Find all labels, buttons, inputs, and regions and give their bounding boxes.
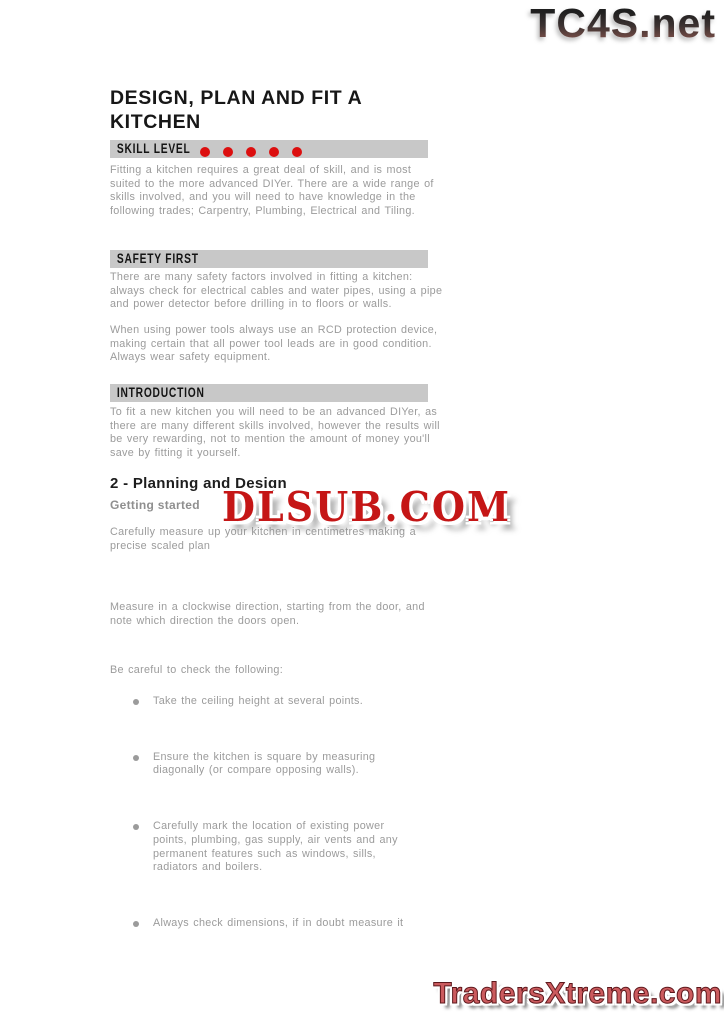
introduction-header-bar — [110, 384, 428, 402]
skill-dot-icon — [269, 147, 279, 157]
safety-first-paragraph-2: When using power tools always use an RCD protection device, making certain that all power tool leads are in good condition. Always wear safety equipment. — [110, 324, 438, 364]
checklist-item: Always check dimensions, if in doubt measure it — [132, 917, 420, 931]
skill-level-rating — [200, 144, 315, 162]
dlsub-watermark: DLSUB.COM — [222, 482, 512, 531]
tradersxtreme-watermark-logo: TradersXtreme.com — [433, 977, 722, 1010]
skill-level-paragraph: Fitting a kitchen requires a great deal of skill, and is most suited to the more advanced DIYer. There are a wide range of skills involved, and you will need to have knowledge in the following trades; Carpentry, Plumbing, Electrical and Tiling. — [110, 164, 434, 218]
safety-first-paragraph-1: There are many safety factors involved in fitting a kitchen: always check for electrical cables and water pipes, using a pipe and power detector before drilling in to floors or walls. — [110, 271, 443, 311]
clockwise-paragraph: Measure in a clockwise direction, starting from the door, and note which direction the doors open. — [110, 601, 425, 627]
skill-level-heading: SKILL LEVEL — [116, 141, 191, 156]
tc4s-watermark-logo: TC4S.net — [530, 0, 716, 46]
skill-dot-icon — [223, 147, 233, 157]
introduction-heading: INTRODUCTION — [116, 385, 205, 400]
skill-dot-icon — [292, 147, 302, 157]
safety-first-heading: SAFETY FIRST — [116, 251, 199, 266]
skill-level-header-bar — [110, 140, 428, 158]
skill-dot-icon — [200, 147, 210, 157]
check-following-paragraph: Be careful to check the following: — [110, 664, 284, 676]
page-title: DESIGN, PLAN AND FIT A KITCHEN — [110, 87, 362, 133]
introduction-paragraph: To fit a new kitchen you will need to be an advanced DIYer, as there are many different skills involved, however the results will be very rewarding, not to mention the amount of money you'll save by fitting it yourself. — [110, 406, 440, 460]
checklist — [132, 695, 432, 973]
getting-started-subheading: Getting started — [110, 498, 200, 512]
measure-up-paragraph: Carefully measure up your kitchen in centimetres making a precise scaled plan — [110, 526, 416, 552]
checklist-item: Carefully mark the location of existing power points, plumbing, gas supply, air vents and any permanent features such as windows, sills, radiators and boilers. — [132, 820, 420, 875]
safety-first-header-bar — [110, 250, 428, 268]
checklist-item: Ensure the kitchen is square by measuring diagonally (or compare opposing walls). — [132, 751, 420, 778]
planning-section-heading: 2 - Planning and Design — [110, 475, 287, 492]
checklist-item: Take the ceiling height at several points. — [132, 695, 420, 709]
skill-dot-icon — [246, 147, 256, 157]
